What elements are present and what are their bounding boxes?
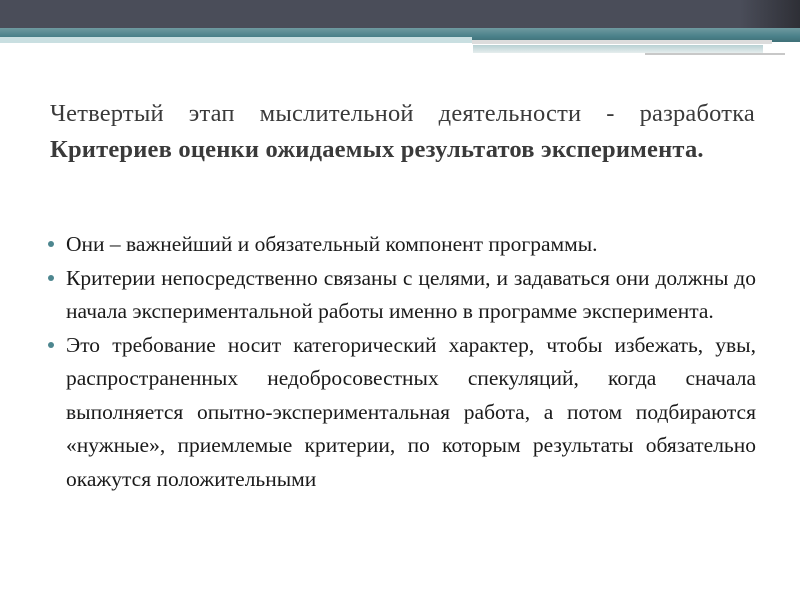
header-light-strip-right [472, 40, 772, 44]
header-light-strip [0, 37, 472, 43]
bullet-dot-icon [48, 241, 54, 247]
bullet-text: Это требование носит категорический характер, чтобы избежать, увы, распространенных недобросовестных спекуляций, когда сначала выполняется опытно-экспериментальная работа, а потом подбираются «нужные», приемлемые критерии, по которым результаты обязательно окажутся положительными [66, 332, 756, 491]
bullet-list [48, 228, 756, 496]
bullet-item [48, 329, 756, 497]
bullet-item [48, 262, 756, 329]
slide-title-bold: Критериев оценки ожидаемых результатов эксперимента. [50, 136, 704, 163]
slide-title-regular: Четвертый этап мыслительной деятельности - разработка [50, 100, 755, 127]
bullet-text: Критерии непосредственно связаны с целями, и задаваться они должны до начала экспериментальной работы именно в программе эксперимента. [66, 265, 756, 323]
bullet-dot-icon [48, 275, 54, 281]
bullet-text: Они – важнейший и обязательный компонент программы. [66, 232, 598, 256]
header-thin-line [645, 53, 785, 55]
header-dark-band [0, 0, 800, 28]
header-strip-lower [473, 45, 763, 53]
slide-title [50, 96, 755, 168]
bullet-item [48, 228, 756, 262]
bullet-dot-icon [48, 342, 54, 348]
header-dark-band-shade [740, 0, 800, 28]
